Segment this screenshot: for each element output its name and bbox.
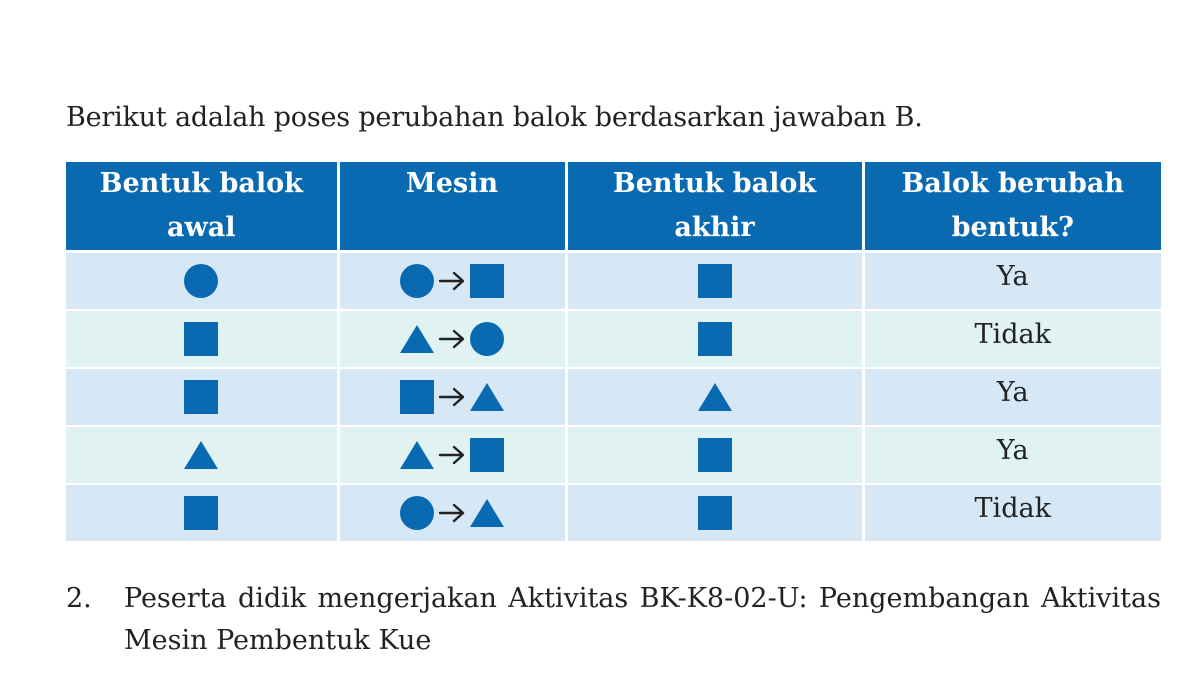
item-text [124, 578, 1161, 662]
header-bentuk-awal: Bentuk balok awal [66, 162, 338, 252]
cell-bentuk-awal [66, 368, 338, 426]
table-row [66, 368, 1161, 426]
header-bentuk-akhir: Bentuk balok akhir [566, 162, 863, 252]
square-icon [184, 380, 218, 414]
item-number: 2. [66, 583, 92, 614]
triangle-icon [184, 438, 218, 472]
square-icon [698, 496, 732, 530]
cell-bentuk-awal [66, 484, 338, 542]
cell-balok-berubah: Tidak [863, 310, 1161, 368]
cell-bentuk-akhir [566, 252, 863, 310]
arrow-right-icon [438, 444, 466, 466]
square-icon [698, 264, 732, 298]
square-icon [184, 322, 218, 356]
circle-icon [470, 322, 504, 356]
cell-balok-berubah: Tidak [863, 484, 1161, 542]
table-body [66, 252, 1161, 542]
cell-bentuk-awal [66, 426, 338, 484]
circle-icon [400, 264, 434, 298]
circle-icon [184, 264, 218, 298]
cell-bentuk-akhir [566, 426, 863, 484]
item-text-line2: Mesin Pembentuk Kue [124, 625, 432, 656]
triangle-icon [470, 380, 504, 414]
cell-bentuk-awal [66, 310, 338, 368]
table-row [66, 484, 1161, 542]
cell-bentuk-akhir [566, 368, 863, 426]
cell-mesin [338, 310, 566, 368]
table-row [66, 426, 1161, 484]
cell-balok-berubah: Ya [863, 426, 1161, 484]
cell-balok-berubah: Ya [863, 368, 1161, 426]
cell-mesin [338, 252, 566, 310]
arrow-right-icon [438, 386, 466, 408]
cell-mesin [338, 426, 566, 484]
arrow-right-icon [438, 270, 466, 292]
table-header-row [66, 162, 1161, 252]
cell-bentuk-awal [66, 252, 338, 310]
square-icon [470, 264, 504, 298]
cell-mesin [338, 484, 566, 542]
square-icon [184, 496, 218, 530]
triangle-icon [470, 496, 504, 530]
table-row [66, 310, 1161, 368]
cell-balok-berubah: Ya [863, 252, 1161, 310]
square-icon [698, 322, 732, 356]
item-text-line1: Peserta didik mengerjakan Aktivitas BK-K8-02-U: Pengembangan Aktivitas [124, 583, 1161, 614]
triangle-icon [400, 322, 434, 356]
triangle-icon [400, 438, 434, 472]
square-icon [470, 438, 504, 472]
triangle-icon [698, 380, 732, 414]
arrow-right-icon [438, 502, 466, 524]
cell-bentuk-akhir [566, 484, 863, 542]
header-balok-berubah: Balok berubah bentuk? [863, 162, 1161, 252]
header-mesin: Mesin [338, 162, 566, 252]
intro-text: Berikut adalah poses perubahan balok berdasarkan jawaban B. [66, 102, 923, 133]
cell-mesin [338, 368, 566, 426]
cell-bentuk-akhir [566, 310, 863, 368]
square-icon [400, 380, 434, 414]
arrow-right-icon [438, 328, 466, 350]
shape-transformation-table [66, 162, 1161, 543]
circle-icon [400, 496, 434, 530]
square-icon [698, 438, 732, 472]
table-row [66, 252, 1161, 310]
